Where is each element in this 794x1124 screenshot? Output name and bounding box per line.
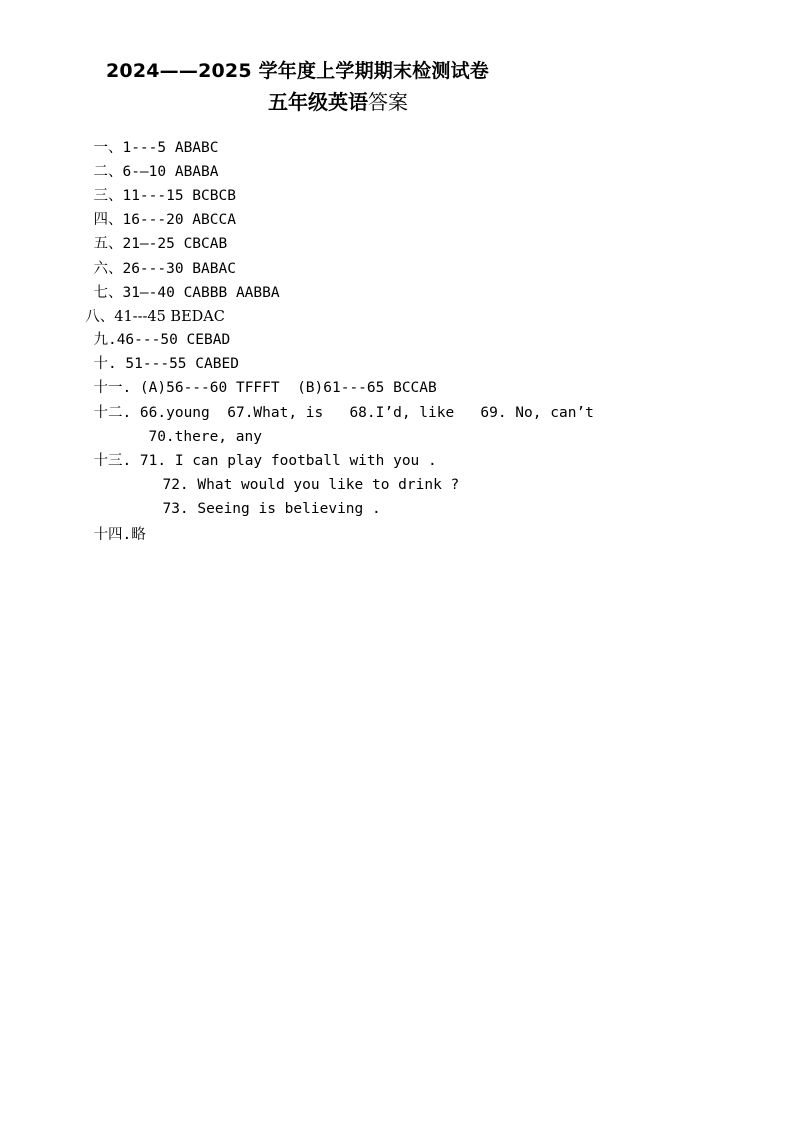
subtitle-grade-subject: 五年级英语: [268, 90, 368, 114]
answer-text: 6-—10 ABABA: [122, 164, 219, 180]
section-label: 六、: [93, 261, 123, 277]
section-label: 五、: [93, 236, 123, 252]
section-label: 八、: [85, 309, 115, 325]
answer-text: (A)56---60 TFFFT (B)61---65 BCCAB: [131, 380, 437, 396]
section-label: 十一.: [93, 380, 132, 396]
answer-text: 46---50 CEBAD: [116, 332, 231, 348]
section-label: 七、: [93, 285, 123, 301]
answer-text: 70.there, any: [148, 429, 262, 445]
section-label: 三、: [93, 188, 123, 204]
answer-text: 26---30 BABAC: [122, 261, 236, 277]
answer-text: 71. I can play football with you .: [131, 453, 437, 469]
section-label: 十四.: [93, 527, 132, 543]
section-label: 十二.: [93, 405, 132, 421]
answer-text: 11---15 BCBCB: [122, 188, 236, 204]
section-label: 一、: [93, 140, 123, 156]
section-label: 十.: [93, 356, 117, 372]
section-label: 四、: [93, 212, 123, 228]
answer-text: 1---5 ABABC: [122, 140, 219, 156]
answer-text: 略: [131, 527, 146, 543]
answer-text: 41---45 BEDAC: [114, 309, 225, 325]
subtitle-answer: 答案: [368, 90, 408, 114]
document-title: 2024——2025 学年度上学期期末检测试卷: [106, 60, 489, 82]
answer-text: 72. What would you like to drink ?: [162, 477, 460, 493]
section-label: 十三.: [93, 453, 132, 469]
answer-text: 31—-40 CABBB AABBA: [122, 285, 280, 301]
section-label: 九.: [93, 332, 117, 348]
answer-text: 51---55 CABED: [116, 356, 239, 372]
section-label: 二、: [93, 164, 123, 180]
answer-text: 73. Seeing is believing .: [162, 501, 381, 517]
answer-line-13-item-73: [145, 479, 381, 519]
answer-text: 16---20 ABCCA: [122, 212, 236, 228]
document-subtitle: [268, 89, 408, 115]
answer-text: 21—-25 CBCAB: [122, 236, 228, 252]
answer-line-14: [76, 505, 146, 545]
answer-text: 66.young 67.What, is 68.I’d, like 69. No, can’t: [131, 405, 594, 421]
